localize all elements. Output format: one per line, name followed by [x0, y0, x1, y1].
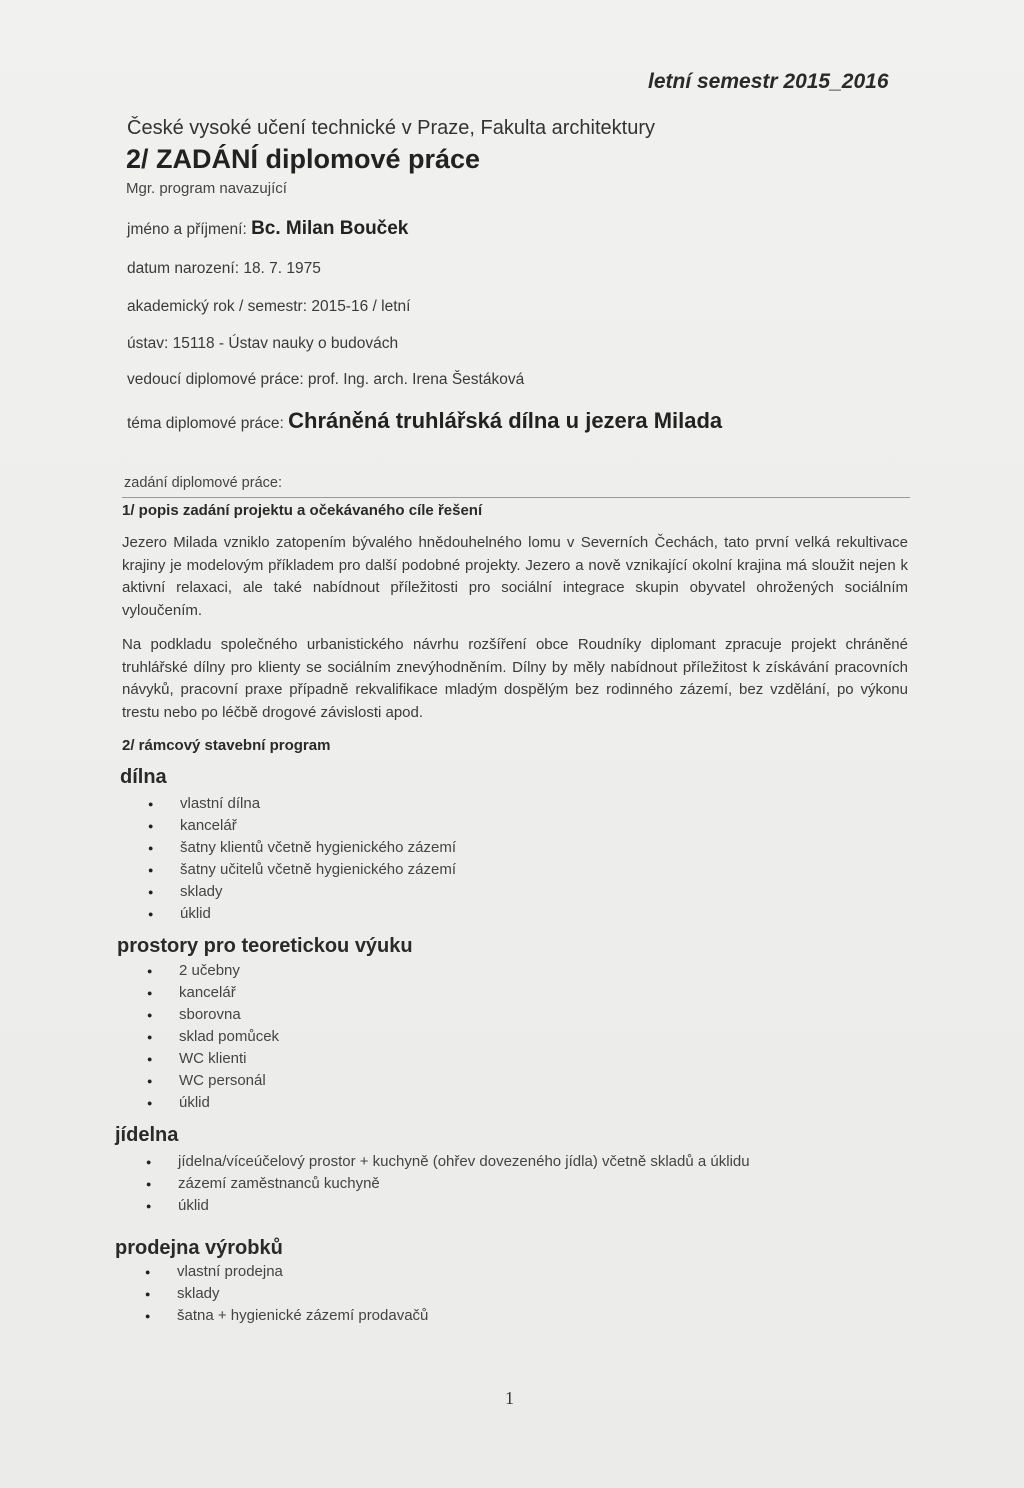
list-item: ● zázemí zaměstnanců kuchyně [146, 1173, 750, 1195]
divider [122, 497, 910, 498]
section-1-heading: 1/ popis zadání projektu a očekávaného cíle řešení [122, 502, 483, 519]
category-heading: prostory pro teoretickou výuku [117, 935, 413, 957]
list-item: ● kancelář [147, 982, 279, 1004]
list-item: ● 2 učebny [147, 960, 279, 982]
topic-label: téma diplomové práce: [127, 415, 284, 432]
list-item: ● sborovna [147, 1004, 279, 1026]
category-heading: prodejna výrobků [115, 1237, 283, 1259]
category-heading: jídelna [115, 1124, 179, 1146]
section-2-heading: 2/ rámcový stavební program [122, 737, 331, 754]
semester-label: letní semestr 2015_2016 [648, 70, 889, 93]
list-item: ● šatny učitelů včetně hygienického zázemí [148, 859, 456, 881]
study-program: Mgr. program navazující [126, 180, 287, 197]
list-item: ● kancelář [148, 815, 456, 837]
page-number: 1 [505, 1388, 514, 1408]
list-item: ● vlastní dílna [148, 793, 456, 815]
supervisor-field: vedoucí diplomové práce: prof. Ing. arch. Irena Šestáková [127, 371, 525, 388]
list-item: ● vlastní prodejna [145, 1261, 428, 1283]
list-item: ● sklady [145, 1283, 428, 1305]
list-item: ● jídelna/víceúčelový prostor + kuchyně (ohřev dovezeného jídla) včetně skladů a úklidu [146, 1151, 750, 1173]
name-value: Bc. Milan Bouček [251, 218, 409, 239]
academic-year-field: akademický rok / semestr: 2015-16 / letní [127, 298, 411, 315]
school-name: České vysoké učení technické v Praze, Fakulta architektury [127, 117, 656, 139]
topic-field [127, 408, 722, 434]
paragraph-2: Na podkladu společného urbanistického návrhu rozšíření obce Roudníky diplomant zpracuje projekt chráněné truhlářské dílny pro klienty se sociálním znevýhodněním. Dílny by měly nabídnout příležitost k získávání pracovních návyků, pracovní praxe případně rekvalifikace mladým dospělým bez rodinného zázemí, bez vzdělání, po výkonu trestu nebo po léčbě drogové závislosti apod. [122, 636, 908, 721]
list-item: ● úklid [146, 1195, 750, 1217]
list-item: ● úklid [147, 1092, 279, 1114]
category-heading: dílna [120, 766, 167, 788]
list-item: ● WC personál [147, 1070, 279, 1092]
category-list [147, 960, 279, 1114]
institute-field: ústav: 15118 - Ústav nauky o budovách [127, 335, 399, 352]
document-title: 2/ ZADÁNÍ diplomové práce [126, 144, 481, 174]
list-item: ● úklid [148, 903, 456, 925]
name-label: jméno a příjmení: [127, 221, 247, 238]
topic-value: Chráněná truhlářská dílna u jezera Milada [288, 408, 723, 433]
category-list [146, 1151, 750, 1217]
birth-date-field: datum narození: 18. 7. 1975 [127, 260, 321, 277]
list-item: ● WC klienti [147, 1048, 279, 1070]
list-item: ● sklady [148, 881, 456, 903]
assignment-label: zadání diplomové práce: [124, 475, 282, 491]
list-item: ● šatny klientů včetně hygienického zázemí [148, 837, 456, 859]
paragraph-1: Jezero Milada vzniklo zatopením bývalého hnědouhelného lomu v Severních Čechách, tato první velká rekultivace krajiny je modelovým příkladem pro další podobné projekty. Jezero a nově vznikající okolní krajina má sloužit nejen k aktivní relaxaci, ale také nabídnout příležitosti pro sociální integrace skupin obyvatel ohrožených sociálním vyloučením. [122, 534, 908, 619]
list-item: ● šatna + hygienické zázemí prodavačů [145, 1305, 428, 1327]
category-list [148, 793, 456, 925]
category-list [145, 1261, 428, 1327]
list-item: ● sklad pomůcek [147, 1026, 279, 1048]
name-field [127, 218, 408, 240]
